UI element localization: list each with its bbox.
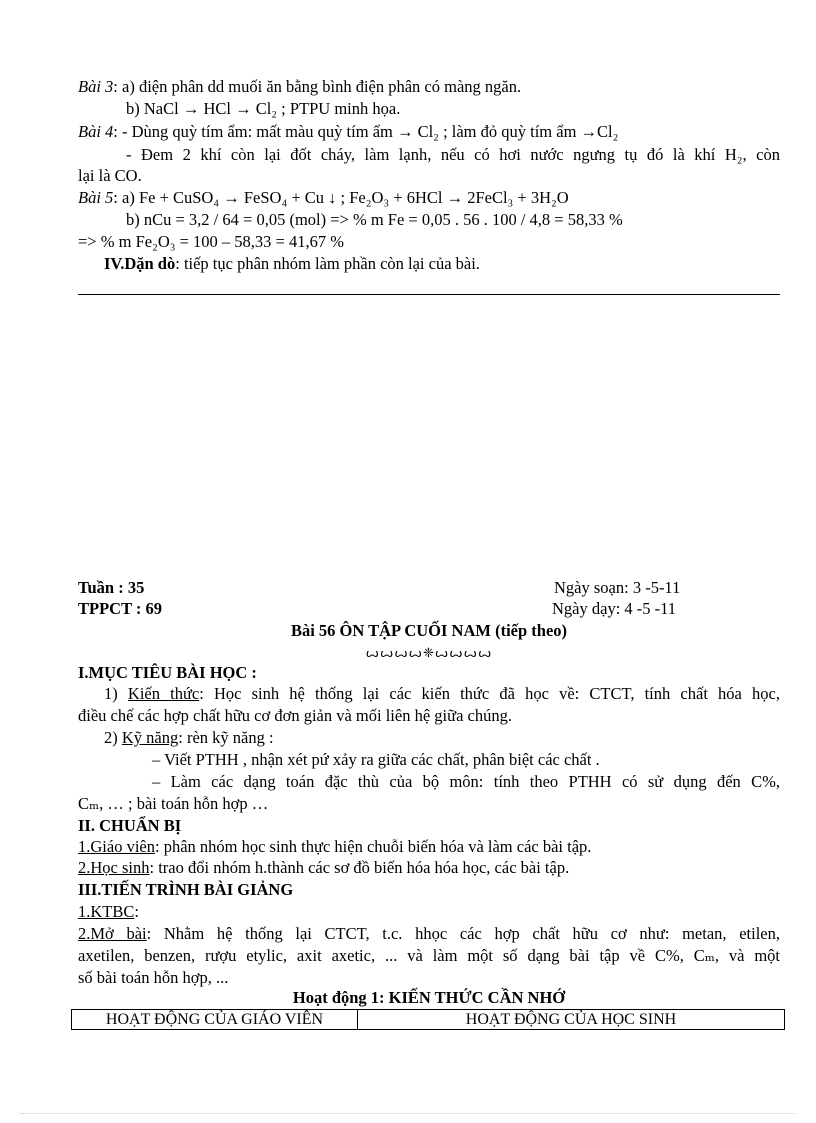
dando-line [104,254,480,274]
skills-text: : rèn kỹ năng : [178,728,274,747]
dando-label: IV.Dặn dò [104,254,176,273]
bai3-line-b: b) NaCl → HCl → Cl₂ ; PTPU minh họa. [126,99,401,118]
knowledge-num: 1) [104,684,128,703]
skills-num: 2) [104,728,122,747]
bai4-line-2: - Đem 2 khí còn lại đốt cháy, làm lạnh, nếu có hơi nước ngưng tụ đó là khí H₂, còn [126,145,780,164]
student-activity-header: HOẠT ĐỘNG CỦA HỌC SINH [465,1010,677,1028]
bai5-line-b: b) nCu = 3,2 / 64 = 0,05 (mol) => % m Fe = 0,05 . 56 . 100 / 4,8 = 58,33 % [126,210,623,229]
mobai-label: 2.Mở bài [78,924,147,943]
teacher-prep-label: 1.Giáo viên [78,837,155,856]
tppct-label: TPPCT : 69 [78,599,163,618]
ornament-divider: ꙍꙍꙍꙍ❈ꙍꙍꙍꙍ [365,645,493,660]
teacher-prep-text: : phân nhóm học sinh thực hiện chuỗi biến hóa và làm các bài tập. [154,837,592,856]
skills-item-2-line-2: Cₘ, … ; bài toán hỗn hợp … [78,794,269,813]
activity-table-header [71,1009,785,1030]
student-prep-text: : trao đổi nhóm h.thành các sơ đồ biến hóa hóa học, các bài tập. [149,858,570,877]
prep-date: Ngày soạn: 3 -5-11 [554,578,681,597]
student-prep-label: 2.Học sinh [78,858,150,877]
knowledge-line-2: điều chế các hợp chất hữu cơ đơn giản và mối liên hệ giữa chúng. [78,706,512,725]
section3-heading: III.TIẾN TRÌNH BÀI GIẢNG [78,880,294,899]
lesson-title: Bài 56 ÔN TẬP CUỐI NAM (tiếp theo) [290,621,568,640]
separator-line [78,294,780,295]
mobai-line-2: axetilen, benzen, rượu etylic, axit axetic, ... và làm một số dạng bài tập về C%, Cₘ, và một [78,946,780,965]
bai4-label: Bài 4 [78,122,114,141]
mobai-line-1 [78,924,780,944]
section1-heading: I.MỤC TIÊU BÀI HỌC : [78,663,257,682]
page-bottom-dotted-line [20,1113,796,1114]
section2-heading: II. CHUẨN BỊ [78,816,182,835]
bai5-a-text: : a) Fe + CuSO₄ → FeSO₄ + Cu ↓ ; Fe₂O₃ + 6HCl → 2FeCl₃ + 3H₂O [113,188,569,207]
skills-item-2-line-1: – Làm các dạng toán đặc thù của bộ môn: tính theo PTHH có sử dụng đến C%, [152,772,780,791]
bai3-a-text: : a) điện phân dd muối ăn bằng bình điện phân có màng ngăn. [113,77,522,96]
teacher-prep-line [78,837,591,857]
knowledge-line-1 [104,684,780,704]
mobai-line-3: số bài toán hỗn hợp, ... [78,968,229,987]
activity-title: Hoạt động 1: KIẾN THỨC CẦN NHỚ [292,988,566,1007]
bai3-label: Bài 3 [78,77,114,96]
mobai-text-1: : Nhằm hệ thống lại CTCT, t.c. hhọc các hợp chất hữu cơ như: metan, etilen, [146,924,780,943]
skills-item-1: – Viết PTHH , nhận xét pứ xảy ra giữa các chất, phân biệt các chất . [152,750,600,769]
bai3-line-a [78,77,521,97]
bai4-text-1: : - Dùng quỳ tím ẩm: mất màu quỳ tím ẩm → Cl₂ ; làm đỏ quỳ tím ẩm →Cl₂ [113,122,619,141]
dando-text: : tiếp tục phân nhóm làm phần còn lại của bài. [175,254,480,273]
teach-date: Ngày dạy: 4 -5 -11 [552,599,677,618]
bai4-line-3: lại là CO. [78,166,142,185]
ktbc-line [78,902,139,922]
skills-label: Kỹ năng [121,728,179,747]
week-label: Tuần : 35 [78,578,145,597]
teacher-activity-header: HOẠT ĐỘNG CỦA GIÁO VIÊN [72,1010,358,1029]
bai4-line-1 [78,122,618,142]
ktbc-colon: : [134,902,139,921]
ktbc-label: 1.KTBC [78,902,135,921]
bai5-line-a [78,188,569,208]
bai5-label: Bài 5 [78,188,114,207]
skills-line [104,728,274,748]
knowledge-text-1: : Học sinh hệ thống lại các kiến thức đã học về: CTCT, tính chất hóa học, [199,684,780,703]
knowledge-label: Kiến thức [127,684,200,703]
bai5-line-c: => % m Fe₂O₃ = 100 – 58,33 = 41,67 % [78,232,344,251]
student-prep-line [78,858,569,878]
